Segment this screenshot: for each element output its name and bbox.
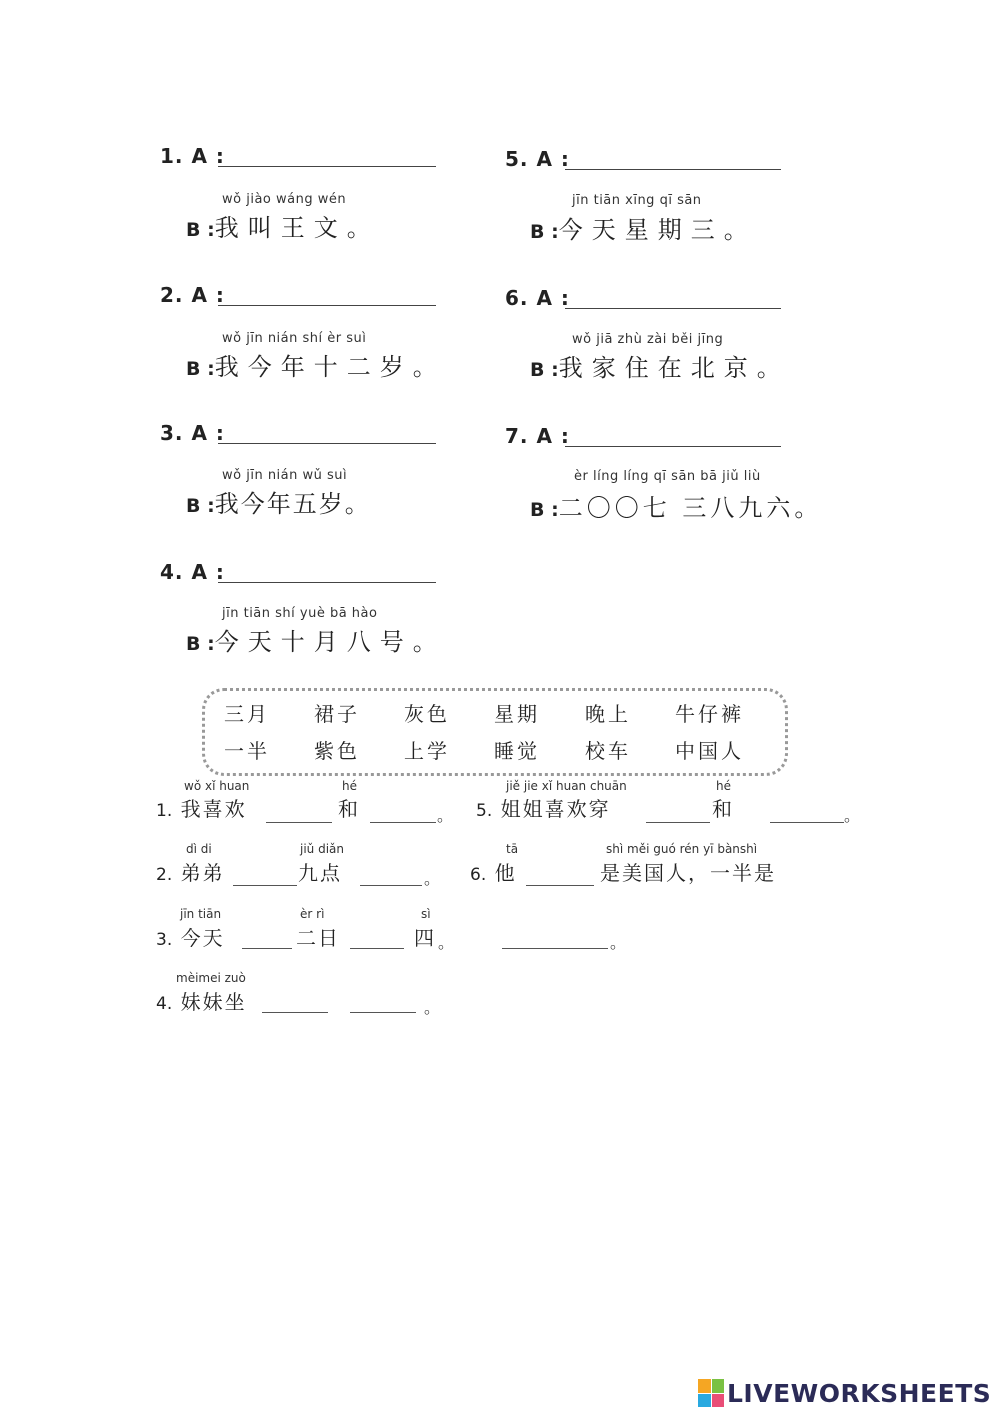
q2-b-line [186, 347, 446, 382]
fill-q2-text-a: 弟弟 [180, 861, 225, 885]
fill-q5-pinyin-b: hé [716, 779, 731, 793]
fill-q1-pinyin-b: hé [342, 779, 357, 793]
q2-b-text: 我今年十二岁。 [214, 353, 446, 381]
q1-a-label: 1. A : [160, 144, 225, 168]
word-bank-item: 三月 [224, 702, 270, 726]
q1-b-text: 我叫王文。 [214, 214, 380, 242]
fill-q2-num: 2. [156, 865, 173, 885]
q7-a-label: 7. A : [505, 424, 570, 448]
fill-q6-blank-1[interactable] [526, 885, 594, 886]
word-bank-item: 中国人 [675, 739, 744, 763]
q6-b-label: B : [530, 359, 559, 381]
fill-q5-blank-1[interactable] [646, 822, 710, 823]
word-bank-item: 一半 [224, 739, 270, 763]
fill-q1-start [156, 793, 247, 822]
fill-q1-num: 1. [156, 801, 173, 821]
q5-b-line [530, 210, 757, 245]
liveworksheets-logo-text: LIVEWORKSHEETS [727, 1378, 992, 1408]
q5-pinyin: jīn tiān xīng qī sān [572, 193, 702, 208]
fill-q1-text-a: 我喜欢 [180, 797, 247, 821]
fill-q6-blank-2[interactable] [502, 948, 608, 949]
fill-q6-pinyin-a: tā [506, 842, 519, 856]
fill-q3-start [156, 922, 225, 951]
word-bank-item: 裙子 [314, 702, 360, 726]
q2-b-label: B : [186, 358, 215, 380]
fill-q1-blank-2[interactable] [370, 822, 436, 823]
fill-q5-num: 5. [476, 801, 493, 821]
word-bank-item: 星期 [494, 702, 540, 726]
fill-q3-blank-2[interactable] [350, 948, 404, 949]
q4-pinyin: jīn tiān shí yuè bā hào [222, 606, 378, 621]
liveworksheets-logo [698, 1376, 991, 1410]
fill-q4-num: 4. [156, 994, 173, 1014]
fill-q3-blank-1[interactable] [242, 948, 292, 949]
word-bank-item: 灰色 [404, 702, 450, 726]
fill-q4-pinyin-a: mèimei zuò [176, 971, 246, 985]
fill-q2-text-b: 九点 [298, 861, 342, 885]
word-bank-item: 上学 [404, 739, 450, 763]
q5-b-label: B : [530, 221, 559, 243]
fill-q2-pinyin-a: dì di [186, 842, 212, 856]
q3-b-line [186, 484, 371, 519]
fill-q6-num: 6. [470, 865, 487, 885]
fill-q2-blank-2[interactable] [360, 885, 422, 886]
fill-q3-text-c: 四 [414, 926, 436, 950]
q6-b-text: 我家住在北京。 [558, 354, 790, 382]
fill-q5-text-a: 姐姐喜欢穿 [500, 797, 611, 821]
word-bank-item: 牛仔裤 [675, 702, 744, 726]
q3-pinyin: wǒ jīn nián wǔ suì [222, 468, 348, 483]
fill-q1-pinyin-a: wǒ xǐ huan [184, 779, 250, 793]
fill-q6-pinyin-b: shì měi guó rén yī bànshì [606, 842, 758, 856]
q6-pinyin: wǒ jiā zhù zài běi jīng [572, 332, 724, 347]
q7-pinyin: èr líng líng qī sān bā jiǔ liù [574, 469, 761, 484]
liveworksheets-logo-icon [698, 1379, 724, 1407]
fill-q3-num: 3. [156, 930, 173, 950]
word-bank-item: 睡觉 [494, 739, 540, 763]
fill-q3-pinyin-b: èr rì [300, 907, 325, 921]
q3-a-label: 3. A : [160, 421, 225, 445]
fill-q3-end: 。 [438, 933, 455, 952]
fill-q4-end: 。 [424, 998, 441, 1017]
fill-q3-pinyin-a: jīn tiān [180, 907, 222, 921]
fill-q6-text-b: 是美国人，一半是 [600, 861, 776, 885]
q4-b-label: B : [186, 633, 215, 655]
q1-b-label: B : [186, 219, 215, 241]
fill-q5-start [476, 793, 611, 822]
q2-pinyin: wǒ jīn nián shí èr suì [222, 331, 367, 346]
fill-q4-blank-1[interactable] [262, 1012, 328, 1013]
fill-q3-text-a: 今天 [180, 926, 225, 950]
q1-b-line [186, 208, 380, 243]
q6-a-label: 6. A : [505, 286, 570, 310]
fill-q6-end: 。 [610, 933, 627, 952]
fill-q6-text-a: 他 [494, 861, 517, 885]
q1-answer-line[interactable] [218, 166, 436, 167]
fill-q1-blank-1[interactable] [266, 822, 332, 823]
fill-q2-pinyin-b: jiǔ diǎn [300, 842, 344, 856]
fill-q1-end: 。 [437, 806, 454, 825]
q7-b-label: B : [530, 499, 559, 521]
fill-q4-start [156, 986, 247, 1015]
fill-q5-text-b: 和 [712, 797, 734, 821]
fill-q1-text-b: 和 [338, 797, 360, 821]
fill-q2-end: 。 [424, 869, 441, 888]
q2-a-label: 2. A : [160, 283, 225, 307]
fill-q3-pinyin-c: sì [421, 907, 431, 921]
q4-b-line [186, 622, 446, 657]
q7-answer-line[interactable] [565, 446, 781, 447]
q1-pinyin: wǒ jiào wáng wén [222, 192, 347, 207]
q5-a-label: 5. A : [505, 147, 570, 171]
fill-q2-start [156, 857, 225, 886]
q5-b-text: 今天星期三。 [558, 216, 757, 244]
fill-q3-text-b: 二日 [296, 926, 340, 950]
word-bank-item: 紫色 [314, 739, 360, 763]
word-bank-item: 校车 [585, 739, 631, 763]
q4-answer-line[interactable] [218, 582, 436, 583]
q5-answer-line[interactable] [565, 169, 781, 170]
q2-answer-line[interactable] [218, 305, 436, 306]
q6-answer-line[interactable] [565, 308, 781, 309]
q3-answer-line[interactable] [218, 443, 436, 444]
q4-a-label: 4. A : [160, 560, 225, 584]
fill-q4-blank-2[interactable] [350, 1012, 416, 1013]
fill-q4-text-a: 妹妹坐 [180, 990, 247, 1014]
q6-b-line [530, 348, 790, 383]
fill-q5-pinyin-a: jiě jie xǐ huan chuān [506, 779, 627, 793]
q7-b-text: 二〇〇七 三八九六。 [558, 494, 823, 522]
fill-q5-end: 。 [844, 806, 861, 825]
q3-b-label: B : [186, 495, 215, 517]
fill-q6-start [470, 857, 517, 886]
fill-q5-blank-2[interactable] [770, 822, 844, 823]
fill-q2-blank-1[interactable] [233, 885, 297, 886]
word-bank-item: 晚上 [585, 702, 631, 726]
q7-b-line [530, 488, 822, 523]
q4-b-text: 今天十月八号。 [214, 628, 446, 656]
q3-b-text: 我今年五岁。 [214, 490, 371, 518]
